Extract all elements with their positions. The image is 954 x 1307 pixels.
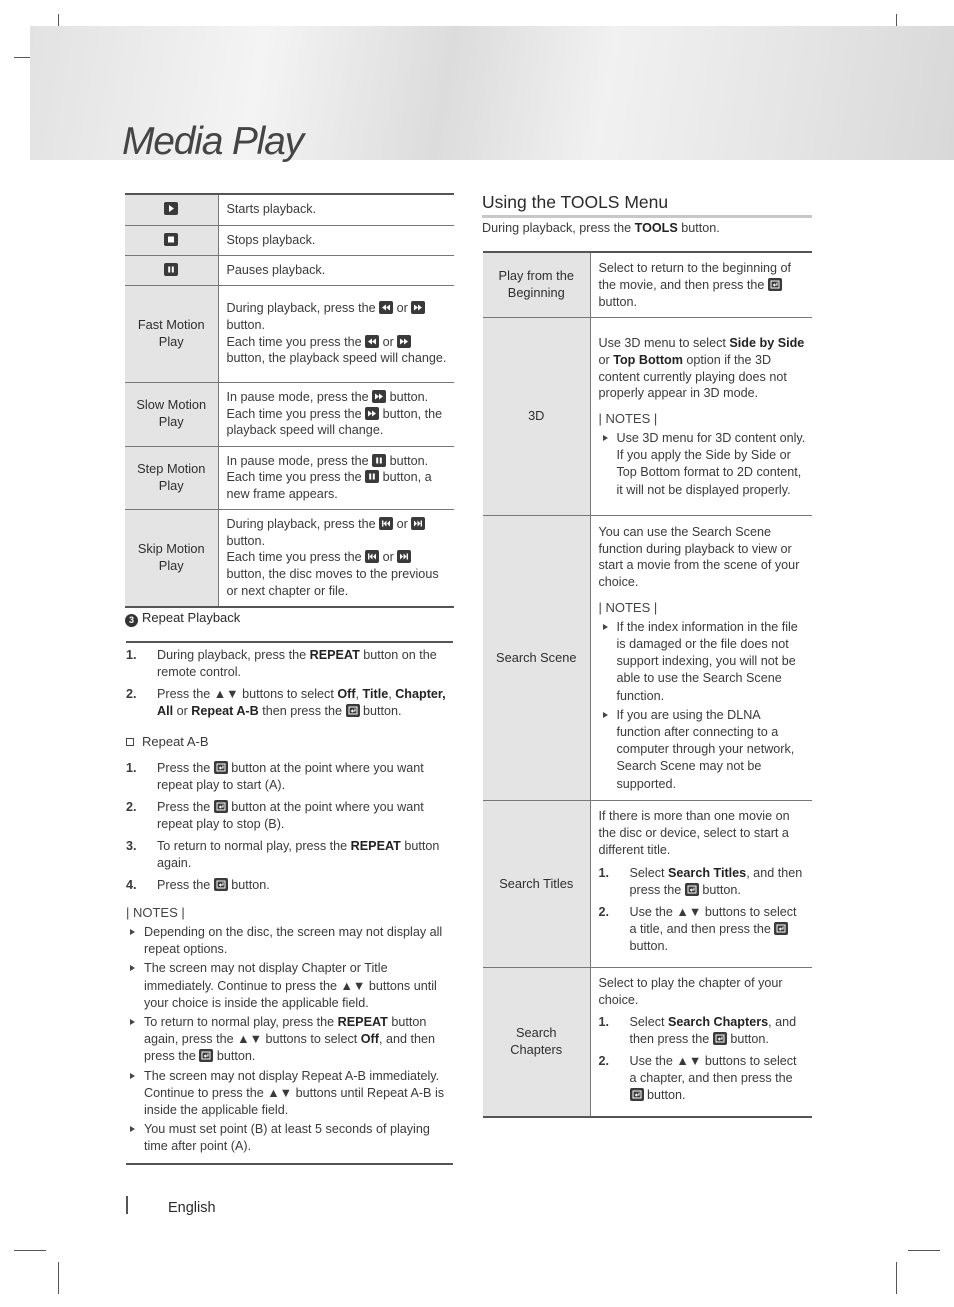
skip-forward-icon xyxy=(411,517,425,530)
table-row xyxy=(483,318,812,516)
3d-label: 3D xyxy=(483,318,590,516)
skip-back-icon xyxy=(365,550,379,563)
fast-forward-icon xyxy=(365,407,379,420)
rewind-icon xyxy=(365,335,379,348)
list-item: 1. Press the button at the point where you want repeat play to start (A). xyxy=(126,761,424,792)
crop-mark xyxy=(896,1262,897,1294)
tools-intro: During playback, press the TOOLS button. xyxy=(482,221,720,235)
step-motion-label: Step Motion Play xyxy=(125,446,218,509)
page-title: Media Play xyxy=(122,120,303,163)
list-item: To return to normal play, press the REPEAT button again, press the ▲▼ buttons to select Off, and then press the button. xyxy=(126,1014,454,1066)
notes-list xyxy=(599,619,807,793)
table-row xyxy=(483,967,812,1117)
list-item: 2. Use the ▲▼ buttons to select a title, and then press the button. xyxy=(598,904,797,953)
divider xyxy=(126,641,453,643)
table-row xyxy=(483,252,812,318)
play-from-beginning-label: Play from the Beginning xyxy=(483,252,590,318)
notes-list xyxy=(599,430,807,499)
slow-motion-description: In pause mode, press the button. Each time you press the button, the playback speed will change. xyxy=(218,382,454,446)
search-scene-label: Search Scene xyxy=(483,516,590,801)
list-item: 2. Press the button at the point where you want repeat play to stop (B). xyxy=(126,800,424,831)
search-titles-description: If there is more than one movie on the disc or device, select to start a different title. 1. Select Search Titles, and then press the button. 2. Use the ▲▼ buttons to select a title, and then press the button. xyxy=(590,801,812,967)
notes-label: | NOTES | xyxy=(126,905,185,920)
fast-forward-icon xyxy=(397,335,411,348)
divider xyxy=(126,1163,453,1165)
step-motion-description: In pause mode, press the button. Each time you press the button, a new frame appears. xyxy=(218,446,454,509)
crop-mark xyxy=(14,1250,46,1251)
list-item: 1. Select Search Titles, and then press the button. xyxy=(598,865,803,897)
fast-motion-description: During playback, press the or button. Each time you press the or button, the playback speed will change. xyxy=(218,285,454,382)
left-notes xyxy=(126,905,454,1156)
search-chapters-description: Select to play the chapter of your choice. 1. Select Search Chapters, and then press the button. 2. Use the ▲▼ buttons to select a chapter, and then press the button. xyxy=(590,967,812,1117)
list-item: If you are using the DLNA function after connecting to a computer through your network, Search Scene may not be supported. xyxy=(599,707,807,793)
list-item: Depending on the disc, the screen may not display all repeat options. xyxy=(126,924,454,958)
pause-icon xyxy=(164,263,178,276)
repeat-ab-heading: Repeat A-B xyxy=(126,734,209,749)
skip-back-icon xyxy=(379,517,393,530)
footer-language: English xyxy=(168,1200,216,1216)
row-description: Starts playback. xyxy=(226,202,317,217)
search-scene-description: You can use the Search Scene function during playback to view or start a movie from the scene of your choice. | NOTES | If the index information in the file is damaged or the file does not support indexing, you will not be able to use the Search Scene function. If you are using the DLNA function after connecting to a computer through your network, Search Scene may not be supported. xyxy=(590,516,812,801)
tools-menu-title: Using the TOOLS Menu xyxy=(482,192,669,212)
pause-icon xyxy=(372,454,386,467)
list-item: 2. Use the ▲▼ buttons to select a chapter, and then press the button. xyxy=(598,1054,797,1103)
enter-icon xyxy=(214,800,228,813)
enter-icon xyxy=(713,1032,727,1045)
pause-icon xyxy=(365,470,379,483)
crop-mark xyxy=(58,1262,59,1294)
play-cell xyxy=(125,194,218,225)
search-chapters-label: Search Chapters xyxy=(483,967,590,1117)
list-item: You must set point (B) at least 5 seconds of playing time after point (A). xyxy=(126,1121,454,1155)
fast-forward-icon xyxy=(411,301,425,314)
list-item: Use 3D menu for 3D content only. If you apply the Side by Side or Top Bottom format to 2D content, it will not be displayed properly. xyxy=(599,430,807,499)
fast-motion-label: Fast Motion Play xyxy=(125,285,218,382)
list-item: The screen may not display Chapter or Title immediately. Continue to press the ▲▼ buttons until your choice is inside the applicable field. xyxy=(126,960,454,1012)
repeat-ab-steps xyxy=(126,760,454,899)
table-row xyxy=(125,382,454,446)
repeat-steps xyxy=(126,647,454,725)
enter-icon xyxy=(346,704,360,717)
enter-icon xyxy=(630,1088,644,1101)
enter-icon xyxy=(685,883,699,896)
tools-options-table xyxy=(483,251,812,1118)
rewind-icon xyxy=(379,301,393,314)
steps-list xyxy=(599,865,807,955)
enter-icon xyxy=(768,278,782,291)
crop-mark xyxy=(908,1250,940,1251)
slow-motion-label: Slow Motion Play xyxy=(125,382,218,446)
row-description: Stops playback. xyxy=(218,225,454,255)
list-item: 2. Press the ▲▼ buttons to select Off, Title, Chapter, All or Repeat A-B then press the button. xyxy=(126,687,446,718)
row-description: Pauses playback. xyxy=(218,255,454,285)
section-number: 3 xyxy=(125,614,138,627)
repeat-playback-heading: 3 Repeat Playback xyxy=(125,610,240,627)
list-item: The screen may not display Repeat A-B immediately. Continue to press the ▲▼ buttons until Repeat A-B is inside the applicable field. xyxy=(126,1068,454,1120)
play-icon xyxy=(164,202,178,215)
3d-description: Use 3D menu to select Side by Side or Top Bottom option if the 3D content currently playing does not properly appear in 3D mode. | NOTES | Use 3D menu for 3D content only. If you apply the Side by Side or Top Bottom format to 2D content, it will not be displayed properly. xyxy=(590,318,812,516)
table-row xyxy=(125,509,454,606)
list-item: If the index information in the file is damaged or the file does not support indexing, you will not be able to use the Search Scene function. xyxy=(599,619,807,705)
enter-icon xyxy=(774,922,788,935)
footer-divider xyxy=(126,1196,128,1214)
skip-motion-label: Skip Motion Play xyxy=(125,509,218,606)
enter-icon xyxy=(214,761,228,774)
table-row xyxy=(483,516,812,801)
list-item: 1. During playback, press the REPEAT button on the remote control. xyxy=(126,648,437,679)
table-row xyxy=(125,446,454,509)
enter-icon xyxy=(214,878,228,891)
playback-controls-table xyxy=(125,193,454,608)
steps-list xyxy=(599,1014,807,1104)
table-row xyxy=(125,255,454,285)
stop-icon xyxy=(164,233,178,246)
table-row xyxy=(125,225,454,255)
table-row xyxy=(125,285,454,382)
pause-cell xyxy=(125,255,218,285)
enter-icon xyxy=(199,1049,213,1062)
notes-label: | NOTES | xyxy=(598,600,658,616)
table-row xyxy=(125,194,454,225)
search-titles-label: Search Titles xyxy=(483,801,590,967)
fast-forward-icon xyxy=(372,390,386,403)
skip-forward-icon xyxy=(397,550,411,563)
notes-list xyxy=(126,924,454,1156)
list-item: 3. To return to normal play, press the REPEAT button again. xyxy=(126,839,440,870)
title-underline xyxy=(482,215,812,218)
list-item: 4. Press the button. xyxy=(126,878,270,892)
checkbox-bullet-icon xyxy=(126,738,134,746)
table-row xyxy=(483,801,812,967)
notes-label: | NOTES | xyxy=(598,411,658,427)
list-item: 1. Select Search Chapters, and then press the button. xyxy=(598,1015,797,1047)
stop-cell xyxy=(125,225,218,255)
play-from-beginning-description: Select to return to the beginning of the movie, and then press the button. xyxy=(598,261,792,309)
skip-motion-description: During playback, press the or button. Each time you press the or button, the disc moves to the previous or next chapter or file. xyxy=(218,509,454,606)
